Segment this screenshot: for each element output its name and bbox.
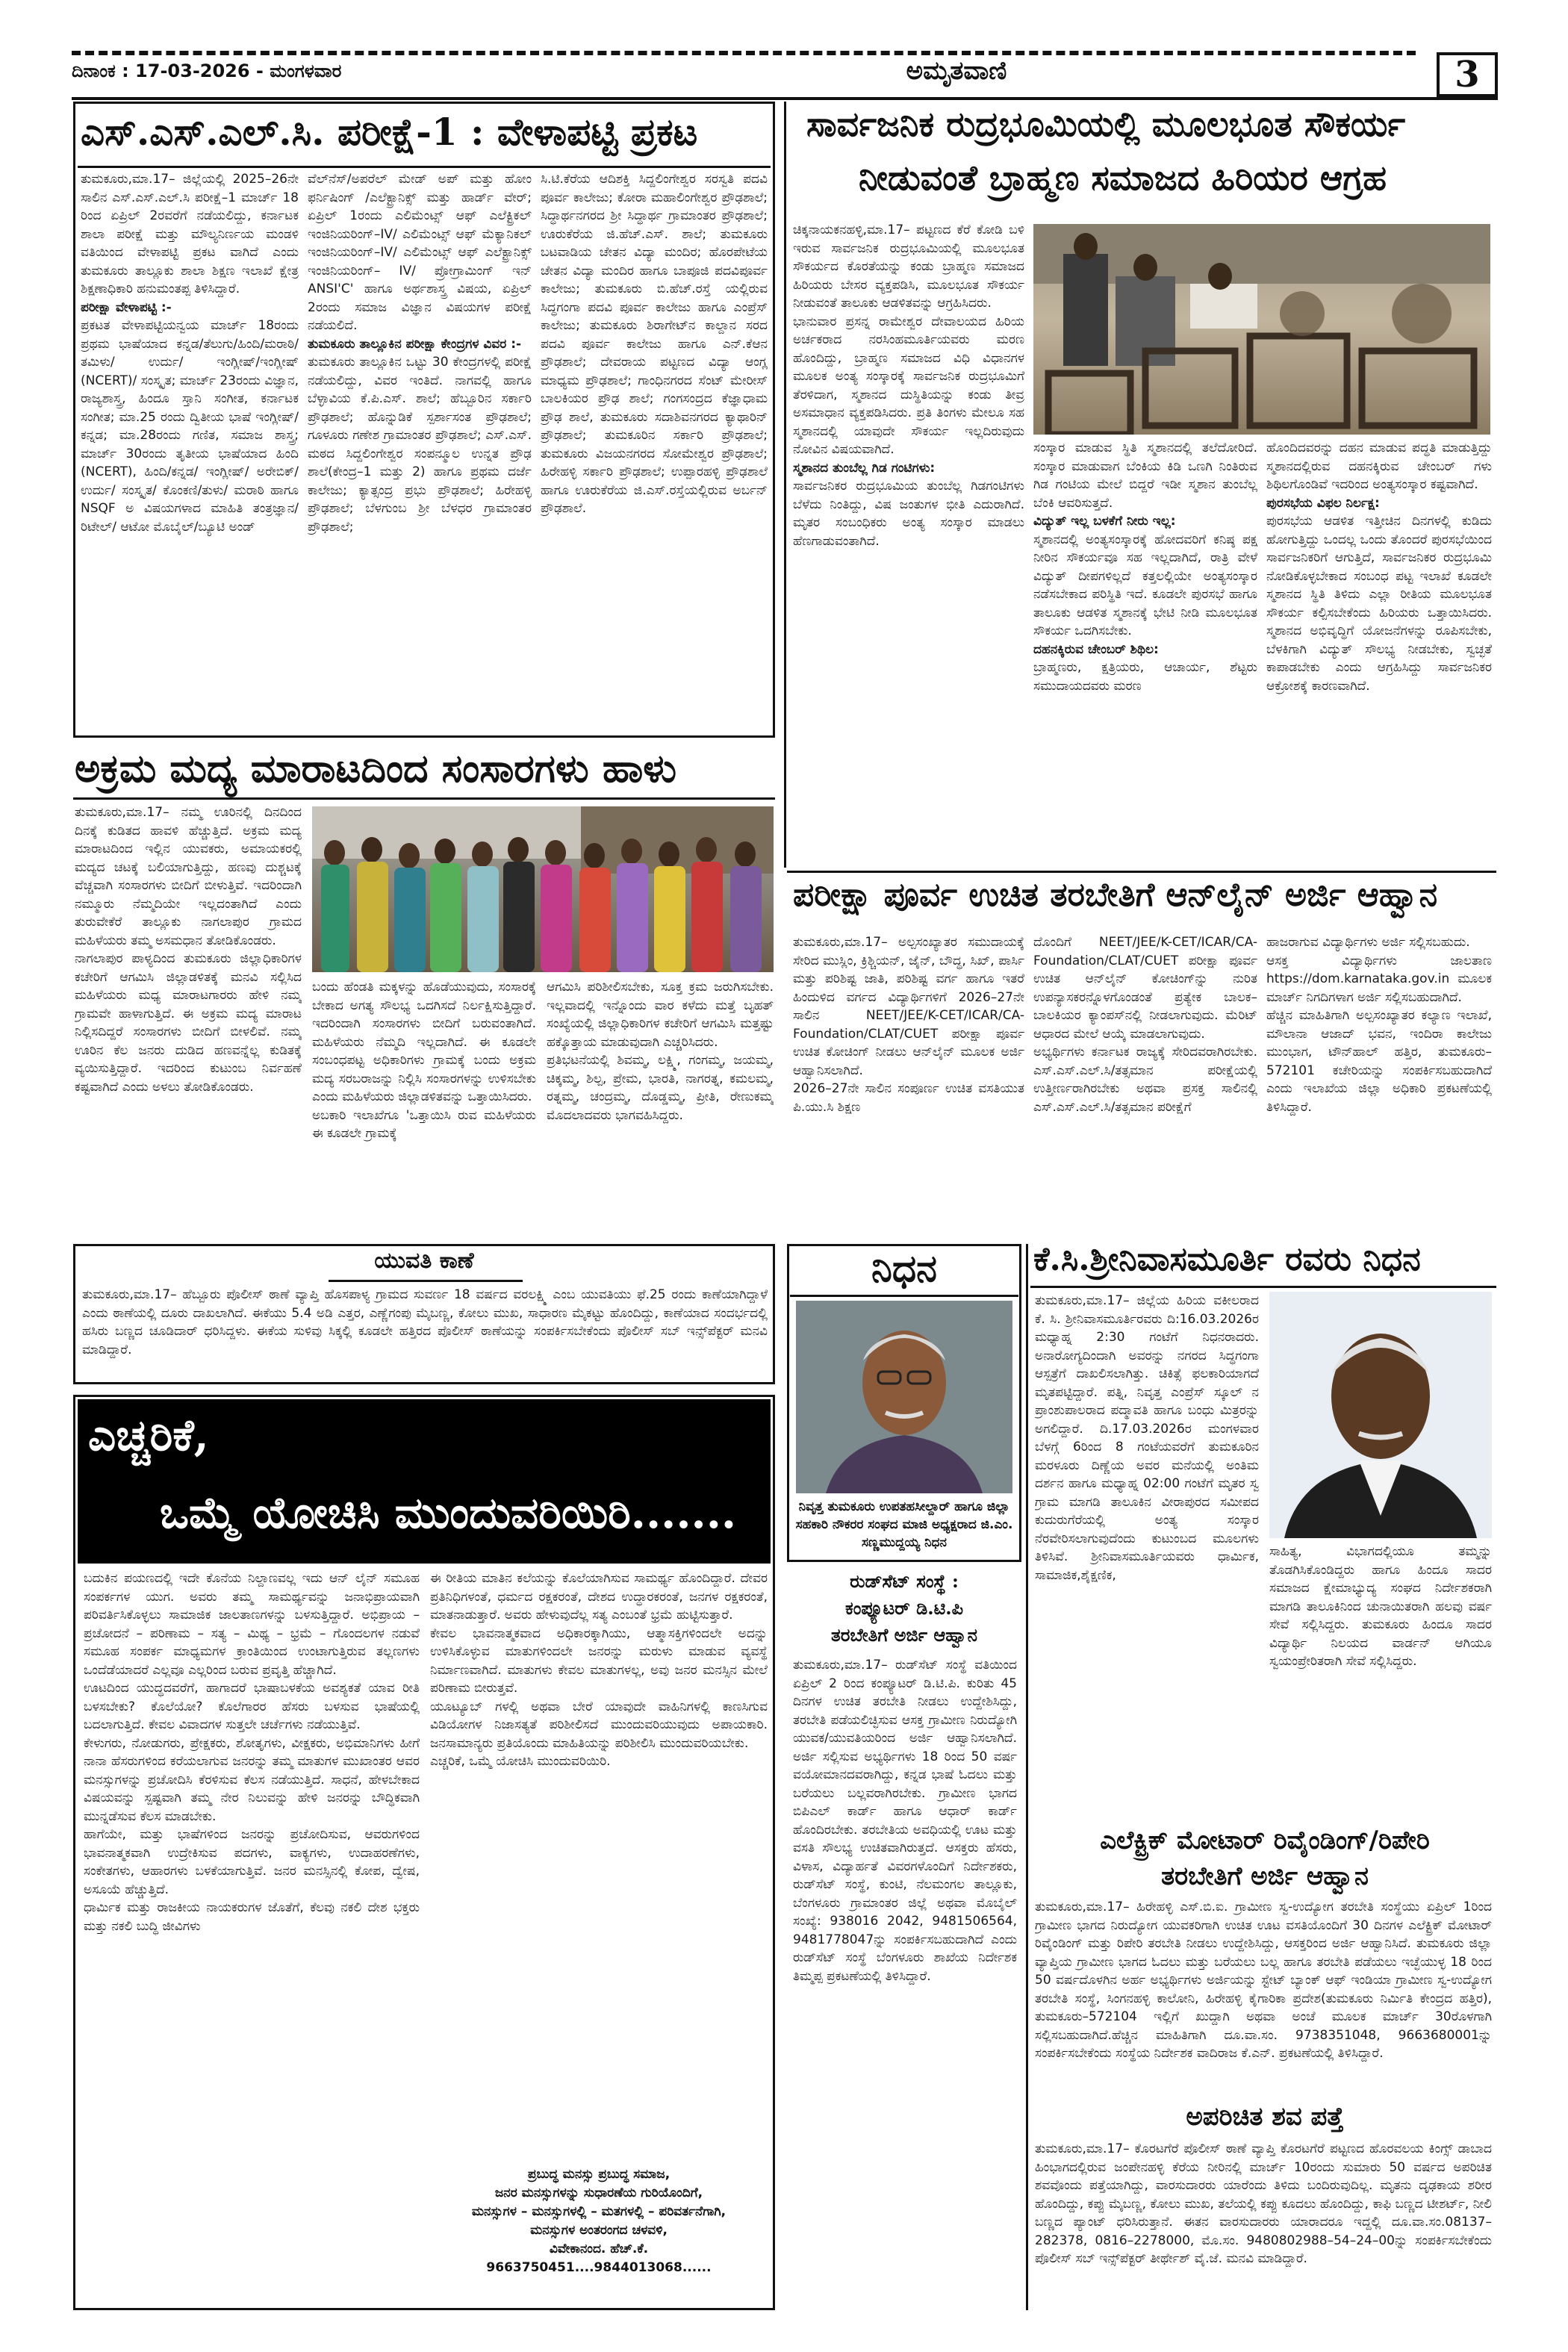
rudra-col3-text: ಹೊಂದಿದವರನ್ನು ದಹನ ಮಾಡುವ ಪದ್ಧತಿ ಮಾಡುತ್ತಿದ್ದು ಸ್ಮಶಾನದಲ್ಲಿರುವ ದಹನಕ್ಕಿರುವ ಚೇಂಬರ್ ಗಳು ಶಿಥಿಲಗೊಂಡಿವೆ ಇದರಿಂದ ಅಂತ್ಯಸಂಸ್ಕಾರ ಕಷ್ಟವಾಗಿದೆ. <box>1266 441 1492 492</box>
missing-title-underline <box>329 1280 523 1282</box>
sslc-column-1 <box>81 170 299 732</box>
exam-col2-text-b: ಅಭ್ಯರ್ಥಿಗಳು ಕರ್ನಾಟಕ ರಾಜ್ಯಕ್ಕೆ ಸೇರಿದವರಾಗಿರಬೇಕು. ಎಸ್.ಎಸ್.ಎಲ್.ಸಿ/ತತ್ಸಮಾನ ಪರೀಕ್ಷೆಯಲ್ಲಿ ಉತ್ತೀರ್ಣರಾಗಿರಬೇಕು ಅಥವಾ ಪ್ರಸಕ್ತ ಸಾಲಿನಲ್ಲಿ ಎಸ್.ಎಸ್.ಎಲ್.ಸಿ/ತತ್ಸಮಾನ ಪರೀಕ್ಷೆಗೆ <box>1033 1045 1257 1115</box>
warning-col1-text: ಬದುಕಿನ ಪಯಣದಲ್ಲಿ ಇದೇ ಕೊನೆಯ ನಿಲ್ದಾಣವಲ್ಲ ಇದು ಆನ್ ಲೈನ್ ಸಮೂಹ ಸಂಪರ್ಕಗಳ ಯುಗ. ಅವರು ತಮ್ಮ ಸಾಮರ್ಥ್ಯವನ್ನು ಜನಾಭಿಪ್ರಾಯವಾಗಿ ಪರಿವರ್ತಿಸಿಕೊಳ್ಳಲು ಸಾಮಾಜಿಕ ಜಾಲತಾಣಗಳನ್ನು ಬಳಸುತ್ತಿದ್ದಾರೆ. ಅಭಿಪ್ರಾಯ – ಪ್ರಚೋದನೆ – ಪರಿಣಾಮ – ಸತ್ಯ – ಮಿಥ್ಯ – ಭ್ರಮೆ – ಗೊಂದಲಗಳ ನಡುವೆ ಸಮೂಹ ಸಂಪರ್ಕ ಮಾಧ್ಯಮಗಳ ಕ್ರಾಂತಿಯಿಂದ ಉಂಟಾಗುತ್ತಿರುವ ತಲ್ಲಣಗಳು ಒಂದೆಡೆಯಾದರೆ ಎಲ್ಲವೂ ಎಲ್ಲರಿಂದ ಬರುವ ಪ್ರವೃತ್ತಿ ಹೆಚ್ಚಾಗಿದೆ. <box>84 1571 420 1678</box>
warning-col2-text: ಈ ರೀತಿಯ ಮಾತಿನ ಕಲೆಯನ್ನು ಕೊಲೆಯಾಗಿಸುವ ಸಾಮರ್ಥ್ಯ ಹೊಂದಿದ್ದಾರೆ. ದೇವರ ಪ್ರತಿನಿಧಿಗಳಂತೆ, ಧರ್ಮದ ರಕ್ಷಕರಂತೆ, ದೇಶದ ಉದ್ಧಾರಕರಂತೆ, ಜನಗಳ ರಕ್ಷಕರಂತೆ, ಮಾತನಾಡುತ್ತಾರೆ. ಅವರು ಹೇಳುವುದೆಲ್ಲ ಸತ್ಯ ಎಂಬಂತೆ ಭ್ರಮೆ ಹುಟ್ಟಿಸುತ್ತಾರೆ. <box>430 1571 768 1623</box>
obituary-title-rule <box>790 1295 1018 1297</box>
ksm-portrait-illustration <box>1269 1292 1492 1538</box>
ksm-headline-rule <box>1030 1286 1496 1288</box>
exam-col3-text: ಹಾಜರಾಗುವ ವಿದ್ಯಾರ್ಥಿಗಳು ಅರ್ಜಿ ಸಲ್ಲಿಸಬಹುದು. <box>1266 935 1470 950</box>
rudra-col2-text-b: ಸ್ಮಶಾನದಲ್ಲಿ ಅಂತ್ಯಸಂಸ್ಕಾರಕ್ಕೆ ಹೋದವರಿಗೆ ಕನಿಷ್ಠ ಪಕ್ಷ ನೀರಿನ ಸೌಕರ್ಯವೂ ಸಹ ಇಲ್ಲದಾಗಿದೆ, ರಾತ್ರಿ ವೇಳೆ ವಿದ್ಯುತ್ ದೀಪಗಳಿಲ್ಲದೆ ಕತ್ತಲಲ್ಲಿಯೇ ಅಂತ್ಯಸಂಸ್ಕಾರ ನಡೆಸಬೇಕಾದ ಪರಿಸ್ಥಿತಿ ಇದೆ. ಕೂಡಲೇ ಪುರಸಭೆ ಹಾಗೂ ತಾಲೂಕು ಆಡಳಿತ ಸ್ಮಶಾನಕ್ಕೆ ಭೇಟಿ ನೀಡಿ ಮೂಲಭೂತ ಸೌಕರ್ಯ ಒದಗಿಸಬೇಕು. <box>1033 532 1257 638</box>
warning-line-2: ಒಮ್ಮೆ ಯೋಚಿಸಿ ಮುಂದುವರಿಯಿರಿ....... <box>160 1487 737 1538</box>
warning-line-1: ಎಚ್ಚರಿಕೆ, <box>88 1410 209 1460</box>
liquor-col2-text: ಬಂದು ಹೆಂಡತಿ ಮಕ್ಕಳನ್ನು ಹೊಡೆಯುವುದು, ಸಂಸಾರಕ್ಕೆ ಬೇಕಾದ ಅಗತ್ಯ ಸೌಲಭ್ಯ ಒದಗಿಸದೆ ನಿರ್ಲಕ್ಷಿಸುತ್ತಿದ್ದಾರೆ. ಇದರಿಂದಾಗಿ ಸಂಸಾರಗಳು ಬೀದಿಗೆ ಬರುವಂತಾಗಿದೆ. ಮಹಿಳೆಯರು ನೆಮ್ಮದಿ ಇಲ್ಲದಾಗಿದೆ. ಈ ಕೂಡಲೇ ಸಂಬಂಧಪಟ್ಟ ಅಧಿಕಾರಿಗಳು ಗ್ರಾಮಕ್ಕೆ ಬಂದು ಅಕ್ರಮ ಮದ್ಯ ಸರಬರಾಜನ್ನು ನಿಲ್ಲಿಸಿ ಸಂಸಾರಗಳನ್ನು ಉಳಿಸಬೇಕು ಎಂದು ಮಹಿಳೆಯರು ಜಿಲ್ಲಾಡಳಿತವನ್ನು ಒತ್ತಾಯಿಸಿದರು. <box>312 980 536 1104</box>
missing-title: ಯುವತಿ ಕಾಣೆ <box>374 1248 474 1274</box>
rudra-headline-line2: ನೀಡುವಂತೆ ಬ್ರಾಹ್ಮಣ ಸಮಾಜದ ಹಿರಿಯರ ಆಗ್ರಹ <box>859 158 1387 198</box>
header-rule <box>72 97 1498 100</box>
motor-body: ತುಮಕೂರು,ಮಾ.17– ಹಿರೇಹಳ್ಳಿ ಎಸ್.ಬಿ.ಐ. ಗ್ರಾಮೀಣ ಸ್ವ-ಉದ್ಯೋಗ ತರಬೇತಿ ಸಂಸ್ಥೆಯು ಏಪ್ರಿಲ್ 1ರಿಂದ ಗ್ರಾಮೀಣ ಭಾಗದ ನಿರುದ್ಯೋಗ ಯುವಕರಿಗಾಗಿ ಉಚಿತ ಊಟ ವಸತಿಯೊಂದಿಗೆ 30 ದಿನಗಳ ಎಲೆಕ್ಟ್ರಿಕ್ ಮೋಟಾರ್ ರಿವೈಂಡಿಂಗ್ ಮತ್ತು ರಿಪೇರಿ ತರಬೇತಿ ನೀಡಲು ಉದ್ದೇಶಿಸಿದ್ದು, ಆಸಕ್ತರಿಂದ ಅರ್ಜಿ ಆಹ್ವಾನಿಸಿದೆ. ತುಮಕೂರು ಜಿಲ್ಲಾ ವ್ಯಾಪ್ತಿಯ ಗ್ರಾಮೀಣ ಭಾಗದ ಓದಲು ಮತ್ತು ಬರೆಯಲು ಬಲ್ಲ ಹಾಗೂ ತರಬೇತಿ ಪಡೆಯಲು ಇಚ್ಛೆಯುಳ್ಳ 18 ರಿಂದ 50 ವರ್ಷದೊಳಗಿನ ಅರ್ಹ ಅಭ್ಯರ್ಥಿಗಳು ಅರ್ಜಿಯನ್ನು ಸ್ಟೇಟ್ ಬ್ಯಾಂಕ್ ಆಫ್ ಇಂಡಿಯಾ ಗ್ರಾಮೀಣ ಸ್ವ-ಉದ್ಯೋಗ ತರಬೇತಿ ಸಂಸ್ಥೆ, ಸಿಂಗನಹಳ್ಳಿ ಕಾಲೋನಿ, ಹಿರೇಹಳ್ಳಿ ಕೈಗಾರಿಕಾ ಪ್ರದೇಶ(ತುಮಕೂರು ನಿರ್ಮಿತಿ ಕೇಂದ್ರದ ಹತ್ತಿರ), ತುಮಕೂರು–572104 ಇಲ್ಲಿಗೆ ಖುದ್ದಾಗಿ ಅಥವಾ ಅಂಚೆ ಮೂಲಕ ಮಾರ್ಚ್ 30ರೊಳಗಾಗಿ ಸಲ್ಲಿಸಬಹುದಾಗಿದೆ.ಹೆಚ್ಚಿನ ಮಾಹಿತಿಗಾಗಿ ದೂ.ವಾ.ಸಂ. 9738351048, 9663680001ನ್ನು ಸಂಪರ್ಕಿಸಬೇಕೆಂದು ಸಂಸ್ಥೆಯ ನಿರ್ದೇಶಕ ವಾದಿರಾಜ ಕೆ.ಎನ್. ಪ್ರಕಟಣೆಯಲ್ಲಿ ತಿಳಿಸಿದ್ದಾರೆ. <box>1035 1900 1492 2061</box>
sslc-column-3 <box>541 170 768 732</box>
obituary-portrait-photo <box>796 1301 1012 1493</box>
signature-line-3: ಮನಸ್ಸುಗಳ – ಮನಸ್ಸುಗಳಲ್ಲಿ – ಮತಗಳಲ್ಲಿ – ಪರಿವರ್ತನೆಗಾಗಿ, <box>471 2204 727 2219</box>
warning-column-2 <box>430 1569 768 2159</box>
rudra-column-2 <box>1033 439 1257 863</box>
rudset-title-2: ಕಂಪ್ಯೂಟರ್ ಡಿ.ಟಿ.ಪಿ <box>845 1597 963 1619</box>
signature-line-1: ಪ್ರಬುದ್ಧ ಮನಸ್ಸು ಪ್ರಬುದ್ಧ ಸಮಾಜ, <box>527 2167 671 2182</box>
rudra-column-3 <box>1266 439 1492 863</box>
warning-col1-text-c: ಕೇಳುಗರು, ನೋಡುಗರು, ಪ್ರೇಕ್ಷಕರು, ಶೋತೃಗಳು, ವೀಕ್ಷಕರು, ಅಭಿಮಾನಿಗಳು ಹೀಗೆ ನಾನಾ ಹೆಸರುಗಳಿಂದ ಕರೆಯಲಾಗುವ ಜನರನ್ನು ತಮ್ಮ ಮಾತುಗಳ ಮುಖಾಂತರ ಆವರ ಮನಸ್ಸುಗಳನ್ನು ಪ್ರಚೋದಿಸಿ ಕೆರಳಿಸುವ ಕೆಲಸ ನಡೆಯುತ್ತಿದೆ. ಸಾಧನೆ, ಹೇಳಬೇಕಾದ ವಿಷಯವನ್ನು ಸ್ಪಷ್ಟವಾಗಿ ತಮ್ಮ ನೇರ ನಿಲುವನ್ನು ಹೇಳಿ ಜನರನ್ನು ಬೌದ್ಧಿಕವಾಗಿ ಮುನ್ನಡೆಸುವ ಕೆಲಸ ಮಾಡಬೇಕು. <box>84 1735 420 1824</box>
exam-col1-text: ತುಮಕೂರು,ಮಾ.17– ಅಲ್ಪಸಂಖ್ಯಾತರ ಸಮುದಾಯಕ್ಕೆ ಸೇರಿದ ಮುಸ್ಲಿಂ, ಕ್ರಿಶ್ಚಿಯನ್, ಜೈನ್, ಬೌದ್ಧ, ಸಿಖ್, ಪಾರ್ಸಿ ಮತ್ತು ಪರಿಶಿಷ್ಟ ಜಾತಿ, ಪರಿಶಿಷ್ಟ ವರ್ಗ ಹಾಗೂ ಇತರೆ ಹಿಂದುಳಿದ ವರ್ಗದ ವಿದ್ಯಾರ್ಥಿಗಳಿಗೆ 2026–27ನೇ ಸಾಲಿನ NEET/JEE/K-CET/ICAR/CA-Foundation/CLAT/CUET ಪರೀಕ್ಷಾ ಪೂರ್ವ ಉಚಿತ ಕೋಚಿಂಗ್ ನೀಡಲು ಆನ್‌ಲೈನ್ ಮೂಲಕ ಅರ್ಜಿ ಆಹ್ವಾನಿಸಲಾಗಿದೆ. <box>793 935 1024 1078</box>
warning-col1-text-d: ಹಾಗೆಯೇ, ಮತ್ತು ಭಾಷೆಗಳಿಂದ ಜನರನ್ನು ಪ್ರಚೋದಿಸುವ, ಆವರುಗಳಿಂದ ಭಾವನಾತ್ಮಕವಾಗಿ ಉದ್ರೇಕಿಸುವ ಪದಗಳು, ವಾಕ್ಯಗಳು, ಉದಾಹರಣೆಗಳು, ಸಂಕೇತಗಳು, ಆಹಾರಗಳು ಬಳಕೆಯಾಗುತ್ತಿವೆ. ಜನರ ಮನಸ್ಸಿನಲ್ಲಿ ಕೋಪ, ದ್ವೇಷ, ಅಸೂಯೆ ಹೆಚ್ಚುತ್ತಿದೆ. <box>84 1827 420 1897</box>
rudra-column-1 <box>793 221 1024 863</box>
motor-headline-line1: ಎಲೆಕ್ಟ್ರಿಕ್ ಮೋಟಾರ್ ರಿವೈಂಡಿಂಗ್/ರಿಪೇರಿ <box>1100 1826 1430 1855</box>
liquor-col2-text-b: ಅಬಕಾರಿ ಇಲಾಖೆಗೂ 'ಒತ್ತಾಯಿಸಿ ರುವ ಮಹಿಳೆಯರು ಈ ಕೂಡಲೇ ಗ್ರಾಮಕ್ಕೆ <box>312 1107 536 1141</box>
rudset-title-3: ತರಬೇತಿಗೆ ಅರ್ಜಿ ಆಹ್ವಾನ <box>830 1624 977 1646</box>
sslc-headline: ಎಸ್.ಎಸ್.ಎಲ್.ಸಿ. ಪರೀಕ್ಷೆ-1 : ವೇಳಾಪಟ್ಟಿ ಪ್ರಕಟ <box>81 110 698 154</box>
warning-col2-text-c: ಯೂಟ್ಯೂಬ್ ಗಳಲ್ಲಿ ಅಥವಾ ಬೇರೆ ಯಾವುದೇ ವಾಹಿನಿಗಳಲ್ಲಿ ಕಾಣಸಿಗುವ ವಿಡಿಯೋಗಳ ನಿಜಾಸತ್ಯತೆ ಪರಿಶೀಲಿಸದೆ ಮುಂದುವರಿಯುವುದು ಅಪಾಯಕಾರಿ. ಜನಸಾಮಾನ್ಯರು ಪ್ರತಿಯೊಂದು ಮಾಹಿತಿಯನ್ನು ಪರಿಶೀಲಿಸಿ ಮುಂದುವರಿಯಬೇಕು. <box>430 1699 768 1751</box>
rudra-headline-line1: ಸಾರ್ವಜನಿಕ ರುದ್ರಭೂಮಿಯಲ್ಲಿ ಮೂಲಭೂತ ಸೌಕರ್ಯ <box>806 104 1406 144</box>
exam-col3-text-b: ಆಸಕ್ತ ವಿದ್ಯಾರ್ಥಿಗಳು ಜಾಲತಾಣ https://dom.karnataka.gov.in ಮೂಲಕ ಮಾರ್ಚ್ ನಿಗದಿಗಳಾಗ ಅರ್ಜಿ ಸಲ್ಲಿಸಬಹುದಾಗಿದೆ. <box>1266 953 1492 1005</box>
exam-column-3 <box>1266 933 1492 1239</box>
page-number: 3 <box>1437 52 1498 97</box>
ksm-portrait-photo <box>1269 1292 1492 1538</box>
liquor-col3-text-b: ಪ್ರತಿಭಟನೆಯಲ್ಲಿ ಶಿವಮ್ಮ, ಲಕ್ಷ್ಮಿ, ಗಂಗಮ್ಮ, ಜಯಮ್ಮ, ಚಿಕ್ಕಮ್ಮ, ಶಿಲ್ಪ, ಪ್ರೇಮ, ಭಾರತಿ, ನಾಗರತ್ನ, ಕಮಲಮ್ಮ, ರತ್ನಮ್ಮ, ಚಂದ್ರಮ್ಮ, ದೊಡ್ಡಮ್ಮ, ಪ್ರೀತಿ, ರೇಣುಕಮ್ಮ ಮೊದಲಾದವರು ಭಾಗವಹಿಸಿದ್ದರು. <box>547 1053 774 1123</box>
rudra-col1-text-b: ಭಾನುವಾರ ಪ್ರಸನ್ನ ರಾಮೇಶ್ವರ ದೇವಾಲಯದ ಹಿರಿಯ ಅರ್ಚಕರಾದ ನರಸಿಂಹಮೂರ್ತಿಯವರು ಮರಣ ಹೊಂದಿದ್ದು, ಬ್ರಾಹ್ಮಣ ಸಮಾಜದ ವಿಧಿ ವಿಧಾನಗಳ ಮೂಲಕ ಅಂತ್ಯ ಸಂಸ್ಕಾರಕ್ಕೆ ಸಾರ್ವಜನಿಕ ರುದ್ರಭೂಮಿಗೆ ತೆರಳಿದಾಗ, ಸ್ಮಶಾನದ ದುಸ್ಥಿತಿಯನ್ನು ಕಂಡು ತೀವ್ರ ಅಸಮಾಧಾನ ವ್ಯಕ್ತಪಡಿಸಿದರು. ಪ್ರತಿ ತಿಂಗಳು ಮೇಲೂ ಸಹ ಸ್ಮಶಾನದಲ್ಲಿ ಯಾವುದೇ ಸೌಕರ್ಯ ಇಲ್ಲದಿರುವುದು ನೋವಿನ ವಿಷಯವಾಗಿದೆ. <box>793 314 1024 457</box>
rudra-col3-subhead: ಪುರಸಭೆಯ ವಿಫಲ ನಿರ್ಲಕ್ಷ: <box>1266 495 1380 511</box>
rudset-title-1: ರುಡ್‌ಸೆಟ್ ಸಂಸ್ಥೆ : <box>850 1570 959 1592</box>
page-header <box>72 54 1498 88</box>
warning-column-1 <box>84 1569 420 2306</box>
rudra-col3-text-b: ಪುರಸಭೆಯ ಆಡಳಿತ ಇತ್ತೀಚಿನ ದಿನಗಳಲ್ಲಿ ಕುಡಿದು ಹೋಗುತ್ತಿದ್ದು ಒಂದಲ್ಲ ಒಂದು ತೊಂದರೆ ಪುರಸಭೆಯಿಂದ ಸಾರ್ವಜನಿಕರಿಗೆ ಆಗುತ್ತಿದೆ, ಸಾರ್ವಜನಿಕರ ರುದ್ರಭೂಮಿ ನೋಡಿಕೊಳ್ಳಬೇಕಾದ ಸಂಬಂಧ ಪಟ್ಟ ಇಲಾಖೆ ಕೂಡಲೇ ಸ್ಮಶಾನದ ಸ್ಥಿತಿ ತಿಳಿದು ಎಲ್ಲಾ ರೀತಿಯ ಮೂಲಭೂತ ಸೌಕರ್ಯ ಕಲ್ಪಿಸಬೇಕೆಂದು ಹಿರಿಯರು ಒತ್ತಾಯಿಸಿದರು. ಸ್ಮಶಾನದ ಅಭಿವೃದ್ಧಿಗೆ ಯೋಜನೆಗಳನ್ನು ರೂಪಿಸಬೇಕು, ಬೆಳಕಿಗಾಗಿ ವಿದ್ಯುತ್ ಸೌಲಭ್ಯ ನೀಡಬೇಕು, ಸ್ವಚ್ಛತೆ ಕಾಪಾಡಬೇಕು ಎಂದು ಆಗ್ರಹಿಸಿದ್ದು ಸಾರ್ವಜನಿಕರ ಆಕ್ರೋಶಕ್ಕೆ ಕಾರಣವಾಗಿದೆ. <box>1266 514 1492 694</box>
liquor-col1-text-b: ನಾಗಲಾಪುರ ಪಾಳ್ಯದಿಂದ ತುಮಕೂರು ಜಿಲ್ಲಾಧಿಕಾರಿಗಳ ಕಚೇರಿಗೆ ಆಗಮಿಸಿ ಜಿಲ್ಲಾಡಳಿತಕ್ಕೆ ಮನವಿ ಸಲ್ಲಿಸಿದ ಮಹಿಳೆಯರು ಮಧ್ಯ ಮಾರಾಟಗಾರರು ಹೇಳಿ ನಮ್ಮ ಗ್ರಾಮವೇ ಹಾಳಾಗುತ್ತಿದೆ. ಈ ಅಕ್ರಮ ಮದ್ಯ ಮಾರಾಟ ನಿಲ್ಲಿಸದಿದ್ದರೆ ಸಂಸಾರಗಳು ಬೀದಿಗೆ ಬೀಳಲಿವೆ. ನಮ್ಮ ಊರಿನ ಕೆಲ ಜನರು ದುಡಿದ ಹಣವನ್ನೆಲ್ಲ ಕುಡಿತಕ್ಕೆ ವ್ಯಯಿಸುತ್ತಿದ್ದಾರೆ. ಇದರಿಂದ ಕುಟುಂಬ ನಿರ್ವಹಣೆ ಕಷ್ಟವಾಗಿದೆ ಎಂದು ಅಳಲು ತೋಡಿಕೊಂಡರು. <box>75 951 302 1095</box>
rudra-col2-subhead-2: ದಹನಕ್ಕಿರುವ ಚೇಂಬರ್ ಶಿಥಿಲ: <box>1033 641 1159 657</box>
masthead: ಅಮೃತವಾಣಿ <box>906 56 1007 86</box>
liquor-col1-text: ತುಮಕೂರು,ಮಾ.17– ನಮ್ಮ ಊರಿನಲ್ಲಿ ದಿನದಿಂದ ದಿನಕ್ಕೆ ಕುಡಿತದ ಹಾವಳಿ ಹೆಚ್ಚುತ್ತಿದೆ. ಅಕ್ರಮ ಮದ್ಯ ಮಾರಾಟದಿಂದ ಇಲ್ಲಿನ ಯುವಕರು, ಅಮಾಯಕರಲ್ಲಿ ಮದ್ಯದ ಚಟಕ್ಕೆ ಬಲಿಯಾಗುತ್ತಿದ್ದು, ಹಣವು ದುಶ್ಚಟಕ್ಕೆ ವೆಚ್ಚವಾಗಿ ಸಂಸಾರಗಳು ಬೀದಿಗೆ ಬೀಳುತ್ತಿವೆ. ಇದರಿಂದಾಗಿ ನಮ್ಮೂರು ನೆಮ್ಮದಿಯೇ ಇಲ್ಲದಂತಾಗಿದೆ ಎಂದು ತುರುವೇಕೆರೆ ತಾಲ್ಲೂಕು ನಾಗಲಾಪುರ ಗ್ರಾಮದ ಮಹಿಳೆಯರು ತಮ್ಮ ಅಸಮಧಾನ ತೋಡಿಕೊಂಡರು. <box>75 805 302 948</box>
portrait-illustration <box>796 1301 1012 1493</box>
liquor-headline: ಅಕ್ರಮ ಮದ್ಯ ಮಾರಾಟದಿಂದ ಸಂಸಾರಗಳು ಹಾಳು <box>75 746 676 791</box>
exam-col3-text-c: ಹೆಚ್ಚಿನ ಮಾಹಿತಿಗಾಗಿ ಅಲ್ಪಸಂಖ್ಯಾತರ ಕಲ್ಯಾಣ ಇಲಾಖೆ, ಮೌಲಾನಾ ಆಜಾದ್ ಭವನ, ಇಂದಿರಾ ಕಾಲೇಜು ಮುಂಭಾಗ, ಟೌನ್‌ಹಾಲ್ ಹತ್ತಿರ, ತುಮಕೂರು–572101 ಕಚೇರಿಯನ್ನು ಸಂಪರ್ಕಿಸಬಹುದಾಗಿದೆ ಎಂದು ಇಲಾಖೆಯ ಜಿಲ್ಲಾ ಅಧಿಕಾರಿ ಪ್ರಕಟಣೆಯಲ್ಲಿ ತಿಳಿಸಿದ್ದಾರೆ. <box>1266 1008 1492 1115</box>
exam-column-1 <box>793 933 1024 1239</box>
sslc-col1-text-b: ಪ್ರಕಟತ ವೇಳಾಪಟ್ಟಿಯನ್ವಯ ಮಾರ್ಚ್ 18ರಂದು ಪ್ರಥಮ ಭಾಷೆಯಾದ ಕನ್ನಡ/ತೆಲುಗು/ಹಿಂದಿ/ಮರಾಠಿ/ ತಮಿಳು/ ಉರ್ದು/ ಇಂಗ್ಲೀಷ್/ಇಂಗ್ಲೀಷ್ (NCERT)/ ಸಂಸ್ಕೃತ; ಮಾರ್ಚ್ 23ರಂದು ವಿಜ್ಞಾನ, ರಾಜ್ಯಶಾಸ್ತ್ರ, ಹಿಂದೂ ಸ್ತಾನಿ ಸಂಗೀತ, ಕರ್ನಾಟಕ ಸಂಗೀತ; ಮಾ.25 ರಂದು ದ್ವಿತೀಯ ಭಾಷೆ ಇಂಗ್ಲೀಷ್/ ಕನ್ನಡ; ಮಾ.28ರಂದು ಗಣಿತ, ಸಮಾಜ ಶಾಸ್ತ್ರ; ಮಾರ್ಚ್ 30ರಂದು ತೃತೀಯ ಭಾಷೆಯಾದ ಹಿಂದಿ (NCERT), ಹಿಂದಿ/ಕನ್ನಡ/ ಇಂಗ್ಲೀಷ್/ ಅರೇಬಿಕ್/ ಉರ್ದು/ ಸಂಸ್ಕೃತ/ ಕೊಂಕಣಿ/ತುಳು/ ಮರಾಠಿ ಹಾಗೂ NSQF ಅ ವಿಷಯಗಳಾದ ಮಾಹಿತಿ ತಂತ್ರಜ್ಞಾನ/ ರಿಟೇಲ್/ ಆಟೋ ಮೊಬೈಲ್/ಬ್ಯೂಟಿ ಅಂಡ್ <box>81 318 299 535</box>
liquor-col3-text: ಆಗಮಿಸಿ ಪರಿಶೀಲಿಸಬೇಕು, ಸೂಕ್ತ ಕ್ರಮ ಜರುಗಿಸಬೇಕು. ಇಲ್ಲವಾದಲ್ಲಿ ಇನ್ನೊಂದು ವಾರ ಕಳೆದು ಮತ್ತೆ ಬೃಹತ್ ಸಂಖ್ಯೆಯಲ್ಲಿ ಜಿಲ್ಲಾಧಿಕಾರಿಗಳ ಕಚೇರಿಗೆ ಆಗಮಿಸಿ ಮತ್ತಷ್ಟು ಹಕ್ಕೊತ್ತಾಯ ಮಾಡುವುದಾಗಿ ಎಚ್ಚರಿಸಿದರು. <box>547 980 774 1050</box>
exam-col1-text-b: 2026–27ನೇ ಸಾಲಿನ ಸಂಪೂರ್ಣ ಉಚಿತ ವಸತಿಯುತ ಪಿ.ಯು.ಸಿ ಶಿಕ್ಷಣ <box>793 1081 1024 1115</box>
warning-col2-text-b: ಕೇವಲ ಭಾವನಾತ್ಮಕವಾದ ಅಧಿಕಾರಕ್ಕಾಗಿಯು, ಆತ್ಮಾಸಕ್ತಿಗಳಿಂದಲೇ ಅದನ್ನು ಉಳಿಸಿಕೊಳ್ಳುವ ಮಾತುಗಳಿಂದಲೇ ಜನರನ್ನು ಮರುಳು ಮಾಡುವ ವ್ಯವಸ್ಥೆ ನಿರ್ಮಾಣವಾಗಿದೆ. ಮಾತುಗಳು ಕೇವಲ ಮಾತುಗಳಲ್ಲ, ಅವು ಜನರ ಮನಸ್ಸಿನ ಮೇಲೆ ಪರಿಣಾಮ ಬೀರುತ್ತವೆ. <box>430 1625 768 1696</box>
liquor-column-1 <box>75 803 302 1236</box>
exam-training-headline: ಪರೀಕ್ಷಾ ಪೂರ್ವ ಉಚಿತ ತರಬೇತಿಗೆ ಆನ್‌ಲೈನ್ ಅರ್ಜಿ ಆಹ್ವಾನ <box>793 876 1438 914</box>
liquor-column-2 <box>312 978 536 1236</box>
sslc-col2-text-b: ತುಮಕೂರು ತಾಲ್ಲೂಕಿನ ಒಟ್ಟು 30 ಕೇಂದ್ರಗಳಲ್ಲಿ ಪರೀಕ್ಷೆ ನಡೆಯಲಿದ್ದು, ವಿವರ ಇಂತಿದೆ. ನಾಗವಲ್ಲಿ ಹಾಗೂ ಬೆಳ್ಳಾವಿಯ ಕೆ.ಪಿ.ಎಸ್. ಶಾಲೆ; ಹೆಬ್ಬೂರಿನ ಸರ್ಕಾರಿ ಪ್ರೌಢಶಾಲೆ; ಹೊನ್ನುಡಿಕೆ ಸ್ಪರ್ಶಾಸಂತ ಪ್ರೌಢಶಾಲೆ; ಗೂಳೂರು ಗಣೇಶ ಗ್ರಾಮಾಂತರ ಪ್ರೌಢಶಾಲೆ; ಎಸ್.ಎಸ್. ಮಠದ ಸಿದ್ದಲಿಂಗೇಶ್ವರ ಸಂಪನ್ಮೂಲ ಉನ್ನತ ಪ್ರೌಢ ಶಾಲೆ(ಕೇಂದ್ರ–1 ಮತ್ತು 2) ಹಾಗೂ ಪ್ರಥಮ ದರ್ಜೆ ಕಾಲೇಜು; ಕ್ಯಾತ್ಸಂದ್ರ ಪ್ರಭು ಪ್ರೌಢಶಾಲೆ; ಹಿರೇಹಳ್ಳಿ ಪ್ರೌಢಶಾಲೆ; ಬೆಳಗುಂಬ ಶ್ರೀ ಬೆಳಧರ ಗ್ರಾಮಾಂತರ ಪ್ರೌಢಶಾಲೆ; <box>308 355 532 535</box>
obituary-caption: ನಿವೃತ್ತ ತುಮಕೂರು ಉಪತಹಸೀಲ್ದಾರ್ ಹಾಗೂ ಜಿಲ್ಲಾ ಸಹಕಾರಿ ನೌಕರರ ಸಂಘದ ಮಾಜಿ ಅಧ್ಯಕ್ಷರಾದ ಜಿ.ಎಂ. ಸಣ್ಣಮುದ್ದಯ್ಯ ನಿಧನ <box>795 1499 1013 1550</box>
signature-line-2: ಜನರ ಮನಸ್ಸುಗಳನ್ನು ಸುಧಾರಣೆಯ ಗುರಿಯೊಂದಿಗೆ, <box>494 2185 703 2200</box>
corpse-body: ತುಮಕೂರು,ಮಾ.17– ಕೊರಟಗೆರೆ ಪೊಲೀಸ್ ಠಾಣೆ ವ್ಯಾಪ್ತಿ ಕೊರಟಗೆರೆ ಪಟ್ಟಣದ ಹೊರವಲಯ ಕಿಂಗ್ಸ್ ಡಾಬಾದ ಹಿಂಭಾಗದಲ್ಲಿರುವ ಜಂಪೇನಹಳ್ಳಿ ಕೆರೆಯ ನೀರಿನಲ್ಲಿ ಮಾರ್ಚ್ 10ರಂದು ಸುಮಾರು 50 ವರ್ಷದ ಅಪರಿಚಿತ ಶವವೊಂದು ಪತ್ತೆಯಾಗಿದ್ದು, ವಾರಸುದಾರರು ಯಾರೆಂದು ತಿಳಿದು ಬಂದಿರುವುದಿಲ್ಲ. ಮೃತನು ದೃಢಕಾಯ ಶರೀರ ಹೊಂದಿದ್ದು, ಕಪ್ಪು ಮೈಬಣ್ಣ, ಕೋಲು ಮುಖ, ತಲೆಯಲ್ಲಿ ಕಪ್ಪು ಕೂದಲು ಹೊಂದಿದ್ದು, ಕಾಫಿ ಬಣ್ಣದ ಟೀಶರ್ಟ್, ನೀಲಿ ಬಣ್ಣದ ಪ್ಯಾಂಟ್ ಧರಿಸಿರುತ್ತಾನೆ. ಈತನ ವಾರಸುದಾರರು ಯಾರಾದರೂ ಇದ್ದಲ್ಲಿ ದೂ.ವಾ.ಸಂ.08137–282378, 0816–2278000, ಮೊ.ಸಂ. 9480802988–54–24–00ನ್ನು ಸಂಪರ್ಕಿಸಬೇಕೆಂದು ಪೊಲೀಸ್ ಸಬ್ ಇನ್ಸ್‌ಪೆಕ್ಟರ್ ತೀರ್ಥೇಶ್ ವೈ.ಜೆ. ಮನವಿ ಮಾಡಿದ್ದಾರೆ. <box>1035 2141 1492 2266</box>
issue-date: ದಿನಾಂಕ : 17-03-2026 - ಮಂಗಳವಾರ <box>72 60 342 81</box>
signature-line-5: ವಿವೇಕಾನಂದ. ಹೆಚ್.ಕೆ. <box>549 2241 649 2256</box>
column-divider-top <box>784 102 786 868</box>
warning-signature <box>430 2165 768 2277</box>
sslc-col2-subhead: ತುಮಕೂರು ತಾಲ್ಲೂಕಿನ ಪರೀಕ್ಷಾ ಕೇಂದ್ರಗಳ ವಿವರ :- <box>308 336 522 352</box>
sslc-col1-subhead: ಪರೀಕ್ಷಾ ವೇಳಾಪಟ್ಟಿ :- <box>81 299 172 315</box>
warning-col2-text-d: ಎಚ್ಚರಿಕೆ, ಒಮ್ಮೆ ಯೋಚಿಸಿ ಮುಂದುವರಿಯಿರಿ. <box>430 1754 611 1769</box>
exam-column-2 <box>1033 933 1257 1239</box>
rudra-col2-subhead: ವಿದ್ಯುತ್ ಇಲ್ಲ ಬಳಕೆಗೆ ನೀರು ಇಲ್ಲ: <box>1033 514 1176 529</box>
protest-photo-illustration <box>312 806 774 972</box>
warning-banner <box>78 1399 771 1564</box>
sslc-headline-rule <box>78 166 771 168</box>
signature-line-4: ಮನಸ್ಸುಗಳ ಅಂತರಂಗದ ಚಳವಳಿ, <box>530 2223 668 2238</box>
liquor-column-3 <box>547 978 774 1236</box>
ksm-column-2: ಸಾಹಿತ್ಯ, ವಿಭಾಗದಲ್ಲಿಯೂ ತಮ್ಮನ್ನು ತೊಡಗಿಸಿಕೊಂಡಿದ್ದರು ಹಾಗೂ ಹಿಂದೂ ಸಾದರ ಸಮಾಜದ ಕ್ಷೇಮಾಭ್ಯುದ್ಯ ಸಂಘದ ನಿರ್ದೇಶಕರಾಗಿ ಮಾಗಡಿ ತಾಲೂಕಿನಿಂದ ಚುನಾಯಿತರಾಗಿ ಹಲವು ವರ್ಷ ಸೇವೆ ಸಲ್ಲಿಸಿದ್ದರು. ತುಮಕೂರು ಹಿಂದೂ ಸಾದರ ವಿದ್ಯಾರ್ಥಿ ನಿಲಯದ ವಾರ್ಡನ್ ಆಗಿಯೂ ಸ್ವಯಂಪ್ರೇರಿತರಾಗಿ ಸೇವೆ ಸಲ್ಲಿಸಿದ್ದರು. <box>1269 1544 1492 1669</box>
sslc-col3-text: ಸಿ.ಟಿ.ಕೆರೆಯ ಆದಿಶಕ್ತಿ ಸಿದ್ದಲಿಂಗೇಶ್ವರ ಸರಸ್ವತಿ ಪದವಿ ಪೂರ್ವ ಕಾಲೇಜು; ಕೋರಾ ಮಹಾಲಿಂಗೇಶ್ವರ ಪ್ರೌಢಶಾಲೆ; ಸಿದ್ಧಾರ್ಥನಗರದ ಶ್ರೀ ಸಿದ್ಧಾರ್ಥ ಗ್ರಾಮಾಂತರ ಪ್ರೌಢಶಾಲೆ; ಊರುಕೆರೆಯ ಜಿ.ಹೆಚ್.ಎಸ್. ಶಾಲೆ; ತುಮಕೂರು ಬಟವಾಡಿಯ ಚೇತನ ವಿದ್ಯಾ ಮಂದಿರ; ಹೊರಪೇಟೆಯ ಚೇತನ ವಿದ್ಯಾ ಮಂದಿರ ಹಾಗೂ ಬಾಪೂಜಿ ಪದವಿಪೂರ್ವ ಕಾಲೇಜು; ತುಮಕೂರು ಬಿ.ಹೆಚ್.ರಸ್ತೆ ಯಲ್ಲಿರುವ ಸಿದ್ಧಗಂಗಾ ಪದವಿ ಪೂರ್ವ ಕಾಲೇಜು ಹಾಗೂ ಎಂಪ್ರೆಸ್ ಕಾಲೇಜು; ತುಮಕೂರು ಶಿರಾಗೇಟ್‌ನ ಕಾಲ್ದಾನ ಸರದ ಪದವಿ ಪೂರ್ವ ಕಾಲೇಜು ಹಾಗೂ ಎನ್.ಕೆಆನ ಪ್ರೌಢಶಾಲೆ; ದೇವರಾಯ ಪಟ್ಟಣದ ವಿದ್ಯಾ ಆಂಗ್ಲ ಮಾಧ್ಯಮ ಪ್ರೌಢಶಾಲೆ; ಗಾಂಧಿನಗರದ ಸೆಂಟ್ ಮೇರೀಸ್ ಬಾಲಕಿಯರ ಪ್ರೌಢ ಶಾಲೆ; ಗಂಗಸಂದ್ರದ ಕೆಜ್ಞಾಧಾಮ ಪ್ರೌಢ ಶಾಲೆ, ತುಮಕೂರು ಸದಾಶಿವನಗರದ ಕ್ಯಾಥಾರಿನ್ ಪ್ರೌಢಶಾಲೆ; ತುಮಕೂರಿನ ಸರ್ಕಾರಿ ಪ್ರೌಢಶಾಲೆ; ತುಮಕೂರು ವಿಜಯನಗರದ ಸೋಮೇಶ್ವರ ಪ್ರೌಢಶಾಲೆ; ಹಿರೇಹಳ್ಳಿ ಸರ್ಕಾರಿ ಪ್ರೌಢಶಾಲೆ; ಉಪ್ಪಾರಹಳ್ಳಿ ಪ್ರೌಢಶಾಲೆ ಹಾಗೂ ಊರುಕೆರೆಯ ಜಿ.ಎಸ್.ರಸ್ತೆಯಲ್ಲಿರುವ ಅರ್ಬನ್ ಪ್ರೌಢಶಾಲೆ. <box>541 172 768 516</box>
exam-top-rule <box>787 871 1496 873</box>
sslc-col1-text: ತುಮಕೂರು,ಮಾ.17– ಜಿಲ್ಲೆಯಲ್ಲಿ 2025–26ನೇ ಸಾಲಿನ ಎಸ್.ಎಸ್.ಎಲ್.ಸಿ ಪರೀಕ್ಷೆ–1 ಮಾರ್ಚ್ 18 ರಿಂದ ಏಪ್ರಿಲ್ 2ರವರೆಗೆ ನಡೆಯಲಿದ್ದು, ಕರ್ನಾಟಕ ಶಾಲಾ ಪರೀಕ್ಷೆ ಮತ್ತು ಮೌಲ್ಯನಿರ್ಣಯ ಮಂಡಳಿ ವತಿಯಿಂದ ವೇಳಾಪಟ್ಟಿ ಪ್ರಕಟ ವಾಗಿದೆ ಎಂದು ತುಮಕೂರು ತಾಲ್ಲೂಕು ಶಾಲಾ ಶಿಕ್ಷಣ ಇಲಾಖೆ ಕ್ಷೇತ್ರ ಶಿಕ್ಷಣಾಧಿಕಾರಿ ಹನುಮಂತಪ್ಪ ತಿಳಿಸಿದ್ದಾರೆ. <box>81 172 299 296</box>
signature-line-6: 9663750451....9844013068...... <box>486 2260 712 2275</box>
ksm-headline: ಕೆ.ಸಿ.ಶ್ರೀನಿವಾಸಮೂರ್ತಿ ರವರು ನಿಧನ <box>1033 1240 1421 1278</box>
rudra-col2-text-c: ಬ್ರಾಹ್ಮಣರು, ಕ್ಷತ್ರಿಯರು, ಆಚಾರ್ಯ, ಶೆಟ್ಟರು ಸಮುದಾಯದವರು ಮರಣ <box>1033 660 1257 694</box>
rudra-col1-subhead: ಸ್ಮಶಾನದ ತುಂಬೆಲ್ಲ ಗಿಡ ಗಂಟಿಗಳು: <box>793 460 936 476</box>
rudra-col1-text: ಚಿಕ್ಕನಾಯಕನಹಳ್ಳಿ,ಮಾ.17– ಪಟ್ಟಣದ ಕೆರೆ ಕೋಡಿ ಬಳಿ ಇರುವ ಸಾರ್ವಜನಿಕ ರುದ್ರಭೂಮಿಯಲ್ಲಿ ಮೂಲಭೂತ ಸೌಕರ್ಯದ ಕೊರತೆಯನ್ನು ಕಂಡು ಬ್ರಾಹ್ಮಣ ಸಮಾಜದ ಹಿರಿಯರು ಬೇಸರ ವ್ಯಕ್ತಪಡಿಸಿ, ಮೂಲಭೂತ ಸೌಕರ್ಯ ನೀಡುವಂತೆ ತಾಲೂಕು ಆಡಳಿತವನ್ನು ಆಗ್ರಹಿಸಿದರು. <box>793 223 1024 311</box>
exam-col2-text: ದೊಂದಿಗೆ NEET/JEE/K-CET/ICAR/CA-Foundation/CLAT/CUET ಪರೀಕ್ಷಾ ಪೂರ್ವ ಉಚಿತ ಆನ್‌ಲೈನ್ ಕೋಚಿಂಗ್‌ನ್ನು ನುರಿತ ಉಪನ್ಯಾಸಕರನ್ನೊಳಗೊಂಡಂತೆ ಪ್ರತ್ಯೇಕ ಬಾಲಕ–ಬಾಲಕಿಯರ ಕ್ಯಾಂಪಸ್‌ನಲ್ಲಿ ನೀಡಲಾಗುವುದು. ಮೆರಿಟ್ ಆಧಾರದ ಮೇಲೆ ಆಯ್ಕೆ ಮಾಡಲಾಗುವುದು. <box>1033 935 1257 1042</box>
sslc-col2-text: ವೆಲ್‌ನೆಸ್/ಅಪರೆಲ್ ಮೇಡ್ ಅಪ್ ಮತ್ತು ಹೋಂ ಫರ್ನಿಷಿಂಗ್ /ಎಲೆಕ್ಟ್ರಾನಿಕ್ಸ್ ಮತ್ತು ಹಾರ್ಡ್ ವೇರ್; ಏಪ್ರಿಲ್ 1ರಂದು ಎಲಿಮೆಂಟ್ಸ್ ಆಫ್ ಎಲೆಕ್ಟ್ರಿಕಲ್ ಇಂಜಿನಿಯರಿಂಗ್–IV/ ಎಲಿಮೆಂಟ್ಸ್ ಆಫ್ ಮೆಕ್ಯಾನಿಕಲ್ ಇಂಜಿನಿಯರಿಂಗ್–IV/ ಎಲಿಮೆಂಟ್ಸ್ ಆಫ್ ಎಲೆಕ್ಟ್ರಾನಿಕ್ಸ್ ಇಂಜಿನಿಯರಿಂಗ್– IV/ ಪ್ರೋಗ್ರಾಮಿಂಗ್ ಇನ್ ANSI'C' ಹಾಗೂ ಅರ್ಥಶಾಸ್ತ್ರ ವಿಷಯ, ಏಪ್ರಿಲ್ 2ರಂದು ಸಮಾಜ ವಿಜ್ಞಾನ ವಿಷಯಗಳ ಪರೀಕ್ಷೆ ನಡೆಯಲಿದೆ. <box>308 172 532 333</box>
protest-women-photo <box>312 806 774 972</box>
column-divider-bottom <box>1026 1244 1028 2310</box>
motor-headline-line2: ತರಬೇತಿಗೆ ಅರ್ಜಿ ಆಹ್ವಾನ <box>1161 1861 1369 1891</box>
warning-col1-text-b: ಊಟದಿಂದ ಯುದ್ಧದವರೆಗೆ, ಹಾಗಾದರೆ ಭಾಷಾಬಳಕೆಯ ಅವಶ್ಯಕತೆ ಯಾವ ರೀತಿ ಬಳಸಬೇಕು? ಕೊಲೆಯೋ? ಕೊಲೆಗಾರರ ಹೆಸರು ಬಳಸುವ ಭಾಷೆಯಲ್ಲಿ ಬದಲಾಗುತ್ತಿದೆ. ಕೇವಲ ವಿವಾದಗಳ ಸುತ್ತಲೇ ಚರ್ಚೆಗಳು ನಡೆಯುತ್ತಿವೆ. <box>84 1681 420 1732</box>
missing-body: ತುಮಕೂರು,ಮಾ.17– ಹೆಬ್ಬೂರು ಪೊಲೀಸ್ ಠಾಣೆ ವ್ಯಾಪ್ತಿ ಹೊಸಪಾಳ್ಯ ಗ್ರಾಮದ ಸುವರ್ಣ 18 ವರ್ಷದ ವರಲಕ್ಷ್ಮಿ ಎಂಬ ಯುವತಿಯು ಫೆ.25 ರಂದು ಕಾಣೆಯಾಗಿದ್ದಾಳೆ ಎಂದು ಠಾಣೆಯಲ್ಲಿ ದೂರು ದಾಖಲಾಗಿದೆ. ಈಕೆಯು 5.4 ಅಡಿ ಎತ್ತರ, ಎಣ್ಣೆಗಂಪು ಮೈಬಣ್ಣ, ಕೋಲು ಮುಖ, ಸಾಧಾರಣ ಮೈಕಟ್ಟು ಹೊಂದಿದ್ದು, ಕಾಣೆಯಾದ ಸಂದರ್ಭದಲ್ಲಿ ಹಸಿರು ಬಣ್ಣದ ಚೂಡಿದಾರ್ ಧರಿಸಿದ್ದಳು. ಈಕೆಯ ಸುಳಿವು ಸಿಕ್ಕಲ್ಲಿ ಕೂಡಲೇ ಹತ್ತಿರದ ಪೊಲೀಸ್ ಠಾಣೆಯನ್ನು ಸಂಪರ್ಕಿಸಬೇಕೆಂದು ಪೊಲೀಸ್ ಸಬ್ ಇನ್ಸ್‌ಪೆಕ್ಟರ್ ಮನವಿ ಮಾಡಿದ್ದಾರೆ. <box>82 1287 768 1357</box>
corpse-headline: ಅಪರಿಚಿತ ಶವ ಪತ್ತೆ <box>1186 2102 1344 2132</box>
warning-col1-text-e: ಧಾರ್ಮಿಕ ಮತ್ತು ರಾಜಕೀಯ ನಾಯಕರುಗಳ ಜೊತೆಗೆ, ಕೆಲವು ನಕಲಿ ದೇಶ ಭಕ್ತರು ಮತ್ತು ನಕಲಿ ಬುದ್ಧಿ ಜೀವಿಗಳು <box>84 1900 420 1934</box>
crematorium-photo <box>1033 224 1490 435</box>
crematorium-photo-illustration <box>1033 224 1490 435</box>
rudra-col1-text-c: ಸಾರ್ವಜನಿಕರ ರುದ್ರಭೂಮಿಯ ತುಂಬೆಲ್ಲ ಗಿಡಗಂಟಿಗಳು ಬೆಳೆದು ನಿಂತಿದ್ದು, ವಿಷ ಜಂತುಗಳ ಭೀತಿ ಎದುರಾಗಿದೆ. ಮೃತರ ಸಂಬಂಧಿಕರು ಅಂತ್ಯ ಸಂಸ್ಕಾರ ಮಾಡಲು ಹೆಣಗಾಡುವಂತಾಗಿದೆ. <box>793 479 1024 549</box>
ksm-column-1: ತುಮಕೂರು,ಮಾ.17– ಜಿಲ್ಲೆಯ ಹಿರಿಯ ವಕೀಲರಾದ ಕೆ. ಸಿ. ಶ್ರೀನಿವಾಸಮೂರ್ತಿರವರು ದಿ:16.03.2026ರ ಮಧ್ಯಾಹ್ನ 2:30 ಗಂಟೆಗೆ ನಿಧನರಾದರು. ಅನಾರೋಗ್ಯದಿಂದಾಗಿ ಅವರನ್ನು ನಗರದ ಸಿದ್ಧಗಂಗಾ ಆಸ್ಪತ್ರೆಗೆ ದಾಖಲಿಸಲಾಗಿತ್ತು. ಚಿಕಿತ್ಸೆ ಫಲಕಾರಿಯಾಗದೆ ಮೃತಪಟ್ಟಿದ್ದಾರೆ. ಪತ್ನಿ, ನಿವೃತ್ತ ಎಂಪ್ರೆಸ್ ಸ್ಕೂಲ್ ನ ಪ್ರಾಂಶುಪಾಲರಾದ ಪದ್ಮಾವತಿ ಹಾಗೂ ಬಂಧು ಮಿತ್ರರನ್ನು ಅಗಲಿದ್ದಾರೆ. ದಿ.17.03.2026ರ ಮಂಗಳವಾರ ಬೆಳಗ್ಗೆ 6ರಿಂದ 8 ಗಂಟೆಯವರೆಗೆ ತುಮಕೂರಿನ ಮರಳೂರು ದಿಣ್ಣೆಯ ಅವರ ಮನೆಯಲ್ಲಿ ಅಂತಿಮ ದರ್ಶನ ಹಾಗೂ ಮಧ್ಯಾಹ್ನ 02:00 ಗಂಟೆಗೆ ಮೃತರ ಸ್ವ ಗ್ರಾಮ ಮಾಗಡಿ ತಾಲೂಕಿನ ವೀರಾಪುರದ ಸಮೀಪದ ಕುದುರುಗೆರೆಯಲ್ಲಿ ಅಂತ್ಯ ಸಂಸ್ಕಾರ ನೆರವೇರಿಸಲಾಗುವುದೆಂದು ಕುಟುಂಬದ ಮೂಲಗಳು ತಿಳಿಸಿವೆ. ಶ್ರೀನಿವಾಸಮೂರ್ತಿಯವರು ಧಾರ್ಮಿಕ, ಸಾಮಾಜಿಕ,ಶೈಕ್ಷಣಿಕ, <box>1035 1293 1259 1583</box>
rudra-col2-text: ಸಂಸ್ಕಾರ ಮಾಡುವ ಸ್ಥಿತಿ ಸ್ಮಶಾನದಲ್ಲಿ ತಲೆದೋರಿದೆ. ಸಂಸ್ಕಾರ ಮಾಡುವಾಗ ಬೆಂಕಿಯ ಕಿಡಿ ಒಣಗಿ ನಿಂತಿರುವ ಗಿಡ ಗಂಟಿಯ ಮೇಲೆ ಬಿದ್ದರೆ ಇಡೀ ಸ್ಮಶಾನ ತುಂಬೆಲ್ಲ ಬೆಂಕಿ ಆವರಿಸುತ್ತದೆ. <box>1033 441 1257 511</box>
liquor-headline-rule <box>73 797 775 800</box>
sslc-column-2 <box>308 170 532 732</box>
rudset-body: ತುಮಕೂರು,ಮಾ.17– ರುಡ್‌ಸೆಟ್ ಸಂಸ್ಥೆ ವತಿಯಿಂದ ಏಪ್ರಿಲ್ 2 ರಿಂದ ಕಂಪ್ಯೂಟರ್ ಡಿ.ಟಿ.ಪಿ. ಕುರಿತು 45 ದಿನಗಳ ಉಚಿತ ತರಬೇತಿ ನೀಡಲು ಉದ್ದೇಶಿಸಿದ್ದು, ತರಬೇತಿ ಪಡೆಯಲಿಚ್ಛಿಸುವ ಆಸಕ್ತ ಗ್ರಾಮೀಣ ನಿರುದ್ಯೋಗಿ ಯುವಕ/ಯುವತಿಯರಿಂದ ಅರ್ಜಿ ಆಹ್ವಾನಿಸಲಾಗಿದೆ. ಅರ್ಜಿ ಸಲ್ಲಿಸುವ ಅಭ್ಯರ್ಥಿಗಳು 18 ರಿಂದ 50 ವರ್ಷ ವಯೋಮಾನದವರಾಗಿದ್ದು, ಕನ್ನಡ ಭಾಷೆ ಓದಲು ಮತ್ತು ಬರೆಯಲು ಬಲ್ಲವರಾಗಿರಬೇಕು. ಗ್ರಾಮೀಣ ಭಾಗದ ಬಿಪಿಎಲ್ ಕಾರ್ಡ್ ಹಾಗೂ ಆಧಾರ್ ಕಾರ್ಡ್ ಹೊಂದಿರಬೇಕು. ತರಬೇತಿಯ ಅವಧಿಯಲ್ಲಿ ಊಟ ಮತ್ತು ವಸತಿ ಸೌಲಭ್ಯ ಉಚಿತವಾಗಿರುತ್ತದೆ. ಆಸಕ್ತರು ಹೆಸರು, ವಿಳಾಸ, ವಿದ್ಯಾರ್ಹತೆ ವಿವರಗಳೊಂದಿಗೆ ನಿರ್ದೇಶಕರು, ರುಡ್‌ಸೆಟ್ ಸಂಸ್ಥೆ, ಕುಂಟಿ, ನೆಲಮಂಗಲ ತಾಲ್ಲೂಕು, ಬೆಂಗಳೂರು ಗ್ರಾಮಾಂತರ ಜಿಲ್ಲೆ ಅಥವಾ ಮೊಬೈಲ್ ಸಂಖ್ಯೆ: 938016 2042, 9481506564, 9481778047ನ್ನು ಸಂಪರ್ಕಿಸಬಹುದಾಗಿದೆ ಎಂದು ರುಡ್‌ಸೆಟ್ ಸಂಸ್ಥೆ ಬೆಂಗಳೂರು ಶಾಖೆಯ ನಿರ್ದೇಶಕ ತಿಮ್ಮಪ್ಪ ಪ್ರಕಟಣೆಯಲ್ಲಿ ತಿಳಿಸಿದ್ದಾರೆ. <box>793 1658 1017 1984</box>
obituary-title: ನಿಧನ <box>871 1246 937 1290</box>
